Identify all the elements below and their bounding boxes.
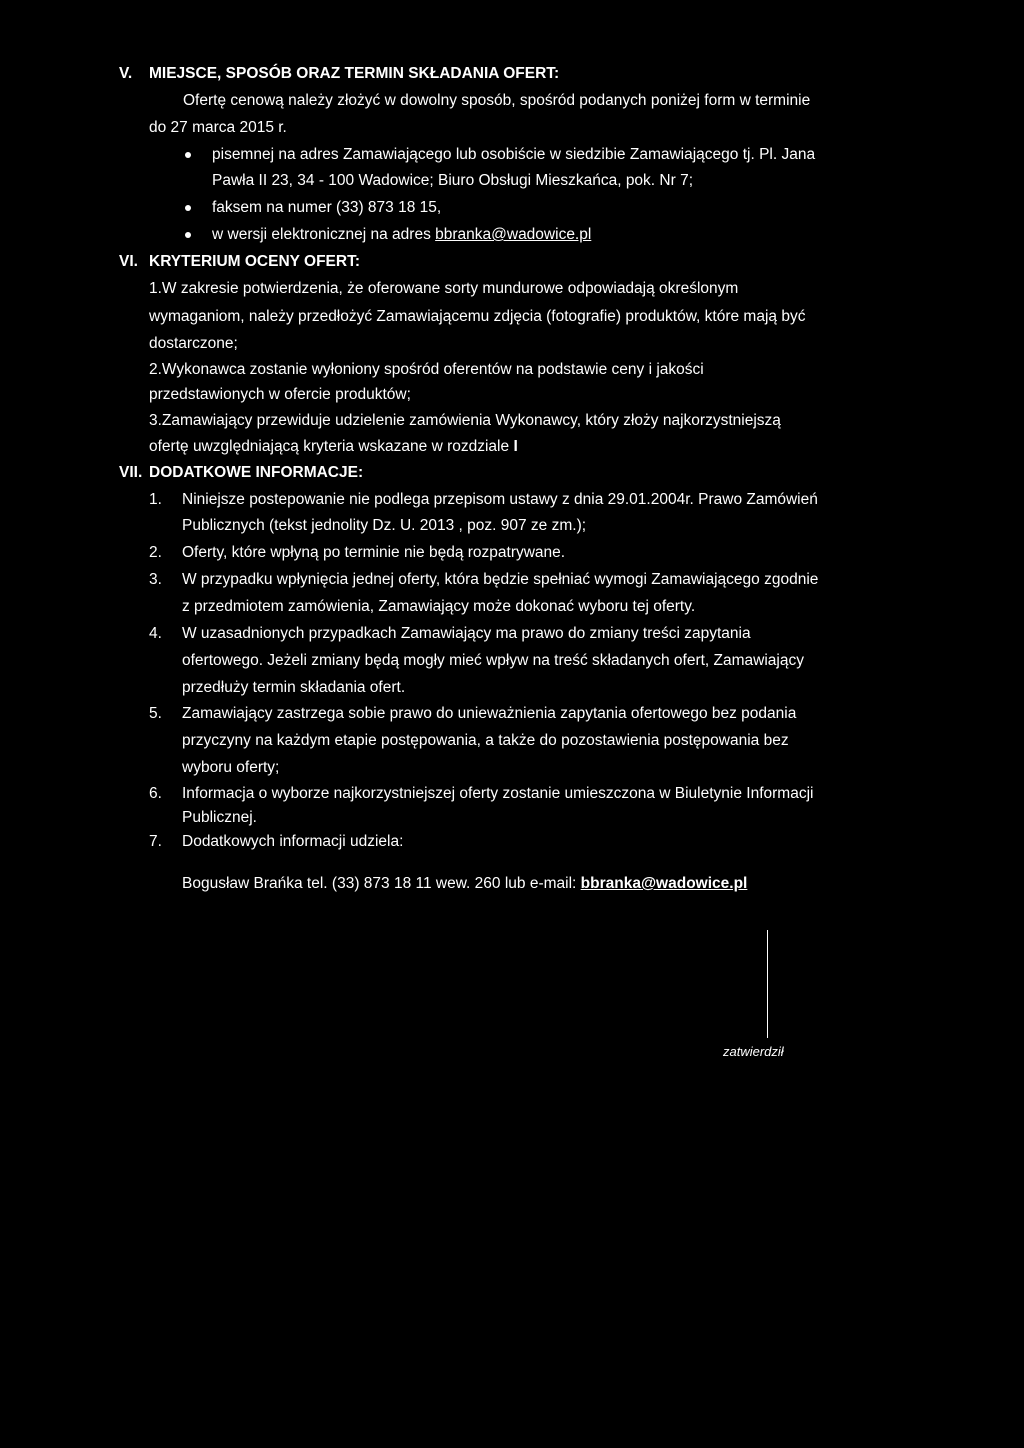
contact-text: Bogusław Brańka tel. (33) 873 18 11 wew. 260 lub e-mail: [182, 875, 581, 892]
section-5-number: V. [119, 65, 133, 82]
section-7-item-4-line3: przedłuży termin składania ofert. [182, 679, 406, 696]
section-6-item-3-ref: I [513, 438, 518, 455]
section-6-number: VI. [119, 253, 138, 270]
section-7-item-5-line2: przyczyny na każdym etapie postępowania, a także do pozostawienia postępowania bez [182, 732, 789, 749]
email-link[interactable]: bbranka@wadowice.pl [435, 226, 592, 243]
section-5-bullet-3 [212, 225, 591, 245]
contact-email-link[interactable]: bbranka@wadowice.pl [580, 875, 748, 892]
section-7-item-7-number: 7. [149, 833, 162, 850]
section-6-item-2-line1: 2.Wykonawca zostanie wyłoniony spośród oferentów na podstawie ceny i jakości [149, 361, 704, 378]
section-5-bullet-1-line2: Pawła II 23, 34 - 100 Wadowice; Biuro Obsługi Mieszkańca, pok. Nr 7; [212, 172, 694, 189]
section-7-item-1-line2: Publicznych (tekst jednolity Dz. U. 2013 , poz. 907 ze zm.); [182, 517, 587, 534]
section-6-title: KRYTERIUM OCENY OFERT: [149, 253, 360, 270]
section-5-intro-line2: do 27 marca 2015 r. [149, 119, 287, 136]
section-7-item-3-line1: W przypadku wpłynięcia jednej oferty, która będzie spełniać wymogi Zamawiającego zgodnie [182, 571, 819, 588]
section-5-bullet-3-text: w wersji elektronicznej na adres [212, 226, 436, 243]
section-7-number: VII. [119, 464, 143, 481]
section-7-item-4-number: 4. [149, 625, 162, 642]
section-6-item-1-line3: dostarczone; [149, 335, 238, 352]
section-6-item-3-line1: 3.Zamawiający przewiduje udzielenie zamówienia Wykonawcy, który złoży najkorzystniejszą [149, 412, 781, 429]
section-7-item-4-line2: ofertowego. Jeżeli zmiany będą mogły mieć wpływ na treść składanych ofert, Zamawiający [182, 652, 804, 669]
section-7-item-5-line3: wyboru oferty; [182, 759, 280, 776]
section-7-item-6-number: 6. [149, 785, 162, 802]
section-7-item-5-number: 5. [149, 705, 162, 722]
section-6-item-3-text: ofertę uwzględniającą kryteria wskazane w rozdziale [149, 438, 514, 455]
signature-label: zatwierdził [723, 1044, 784, 1059]
section-7-item-3-line2: z przedmiotem zamówienia, Zamawiający może dokonać wyboru tej oferty. [182, 598, 696, 615]
section-7-item-1-line1: Niniejsze postepowanie nie podlega przepisom ustawy z dnia 29.01.2004r. Prawo Zamówień [182, 491, 818, 508]
section-7-item-6-line2: Publicznej. [182, 809, 257, 826]
section-7-item-5-line1: Zamawiający zastrzega sobie prawo do unieważnienia zapytania ofertowego bez podania [182, 705, 797, 722]
section-7-item-2-number: 2. [149, 544, 162, 561]
bullet-icon [185, 205, 191, 211]
section-7-item-2-line1: Oferty, które wpłyną po terminie nie będą rozpatrywane. [182, 544, 566, 561]
bullet-icon [185, 232, 191, 238]
section-6-item-1-line1: 1.W zakresie potwierdzenia, że oferowane sorty mundurowe odpowiadają określonym [149, 280, 739, 297]
section-7-item-7-line1: Dodatkowych informacji udziela: [182, 833, 404, 850]
section-7-title: DODATKOWE INFORMACJE: [149, 464, 364, 481]
section-5-intro-line1: Ofertę cenową należy złożyć w dowolny sposób, spośród podanych poniżej form w terminie [183, 92, 811, 109]
section-7-item-3-number: 3. [149, 571, 162, 588]
section-6-item-1-line2: wymaganiom, należy przedłożyć Zamawiającemu zdjęcia (fotografie) produktów, które mają być [149, 308, 806, 325]
section-5-title: MIEJSCE, SPOSÓB ORAZ TERMIN SKŁADANIA OFERT: [149, 65, 560, 82]
section-7-item-1-number: 1. [149, 491, 162, 508]
signature-line [767, 930, 768, 1038]
section-6-item-2-line2: przedstawionych w ofercie produktów; [149, 386, 411, 403]
section-7-item-4-line1: W uzasadnionych przypadkach Zamawiający ma prawo do zmiany treści zapytania [182, 625, 751, 642]
section-7-item-6-line1: Informacja o wyborze najkorzystniejszej oferty zostanie umieszczona w Biuletynie Informacji [182, 785, 814, 802]
bullet-icon [185, 152, 191, 158]
section-5-bullet-2: faksem na numer (33) 873 18 15, [212, 199, 442, 216]
section-5-bullet-1-line1: pisemnej na adres Zamawiającego lub osobiście w siedzibie Zamawiającego tj. Pl. Jana [212, 146, 816, 163]
contact-line [182, 874, 747, 894]
section-6-item-3-line2 [149, 437, 518, 457]
